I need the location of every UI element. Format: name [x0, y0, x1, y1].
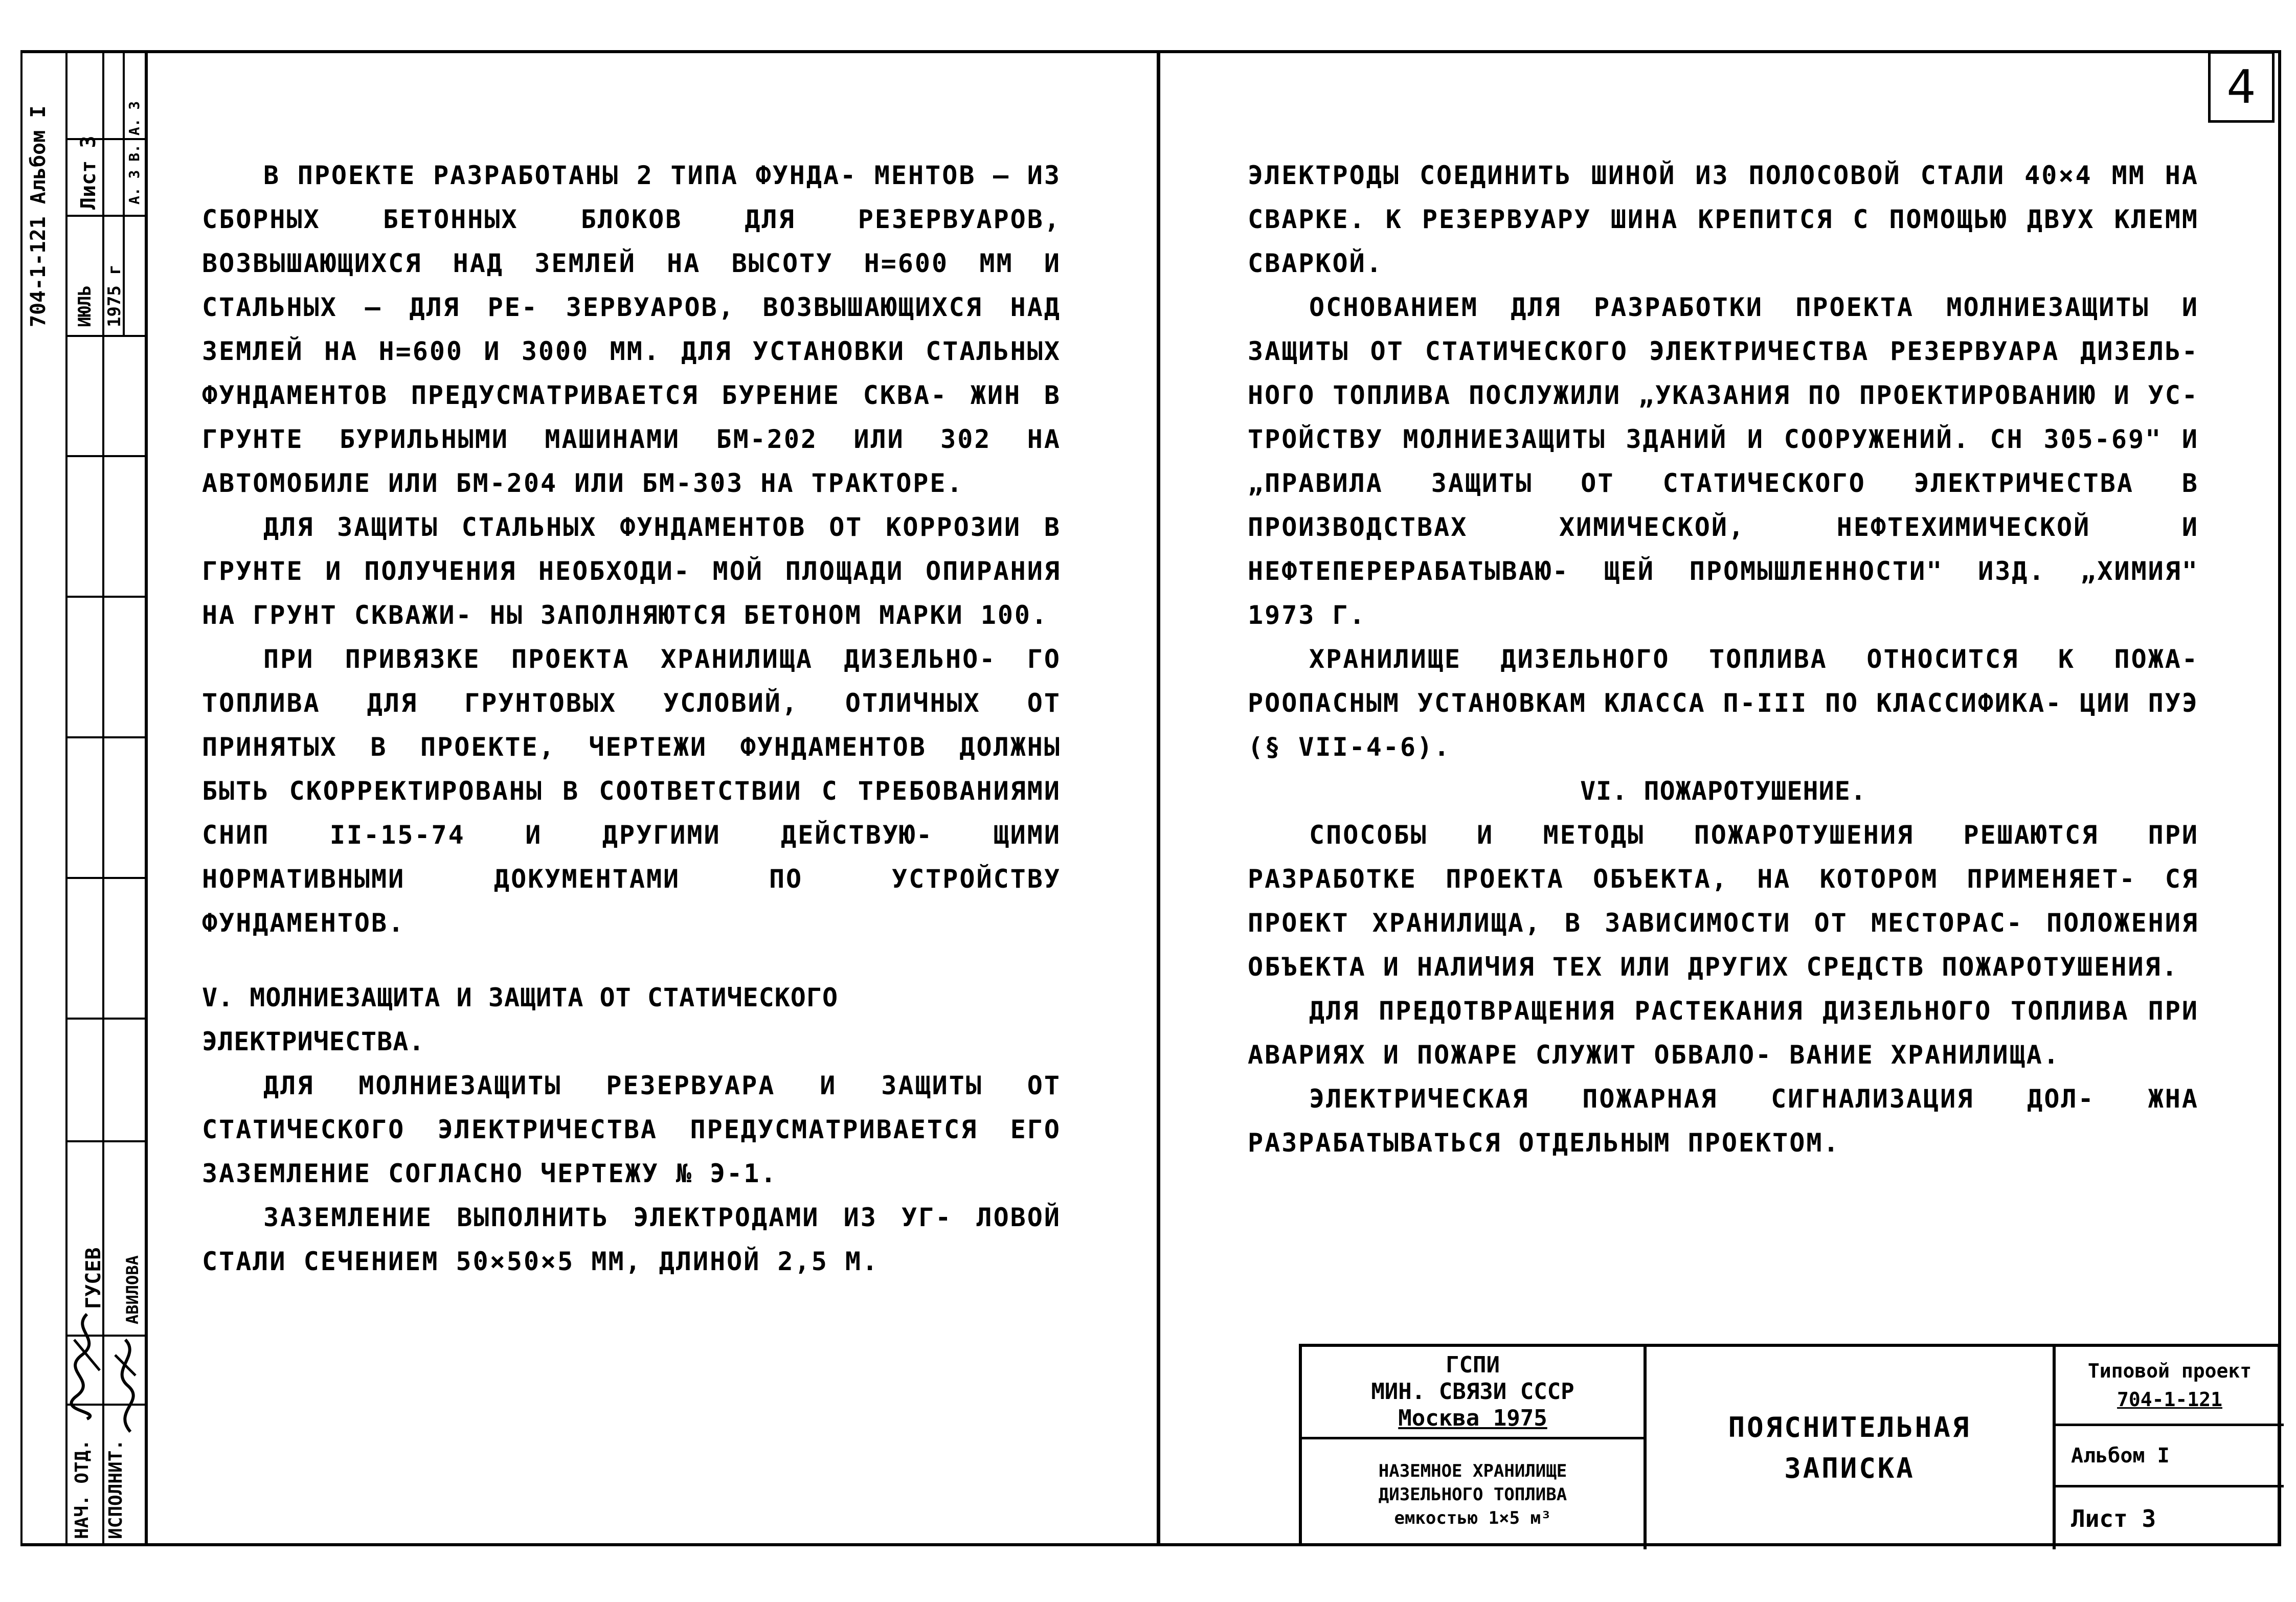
object-line: емкостью 1×5 м³ — [1394, 1507, 1551, 1528]
document-title-cell — [1647, 1347, 2053, 1549]
strip-role-head: НАЧ. ОТД. — [72, 1439, 93, 1539]
left-column — [202, 153, 1061, 1283]
right-paragraph: ЭЛЕКТРОДЫ СОЕДИНИТЬ ШИНОЙ ИЗ ПОЛОСОВОЙ СТАЛИ 40×4 ММ НА СВАРКЕ. К РЕЗЕРВУАРУ ШИНА КРЕПИТСЯ С ПОМОЩЬЮ ДВУХ КЛЕММ СВАРКОЙ. — [1248, 161, 2199, 278]
strip-row-line — [65, 1140, 147, 1142]
center-fold-line — [1157, 50, 1160, 1546]
signature-head — [66, 1309, 107, 1422]
right-column — [1248, 153, 2199, 1165]
object-line: ДИЗЕЛЬНОГО ТОПЛИВА — [1378, 1484, 1567, 1505]
project-type-label: Типовой проект — [2087, 1360, 2252, 1382]
strip-surname-gusev: ГУСЕВ — [82, 1247, 105, 1309]
left-paragraph: ДЛЯ ЗАЩИТЫ СТАЛЬНЫХ ФУНДАМЕНТОВ ОТ КОРРОЗИИ В ГРУНТЕ И ПОЛУЧЕНИЯ НЕОБХОДИ- МОЙ ПЛОЩАДИ ОПИРАНИЯ НА ГРУНТ СКВАЖИ- НЫ ЗАПОЛНЯЮТСЯ БЕТОНОМ МАРКИ 100. — [202, 512, 1061, 630]
strip-row-line — [65, 877, 147, 879]
right-paragraph: ОСНОВАНИЕМ ДЛЯ РАЗРАБОТКИ ПРОЕКТА МОЛНИЕЗАЩИТЫ И ЗАЩИТЫ ОТ СТАТИЧЕСКОГО ЭЛЕКТРИЧЕСТВА РЕЗЕРВУАРА ДИЗЕЛЬ- НОГО ТОПЛИВА ПОСЛУЖИЛИ „УКАЗАНИЯ ПО ПРОЕКТИРОВАНИЮ И УС- ТРОЙСТВУ МОЛНИЕЗАЩИТЫ ЗДАНИЙ И СООРУЖЕНИЙ. СН 305-69" И „ПРАВИЛА ЗАЩИТЫ ОТ СТАТИЧЕСКОГО ЭЛЕКТРИЧЕСТВА В ПРОИЗВОДСТВАХ ХИМИЧЕСКОЙ, НЕФТЕХИМИЧЕСКОЙ И НЕФТЕПЕРЕРАБАТЫВАЮ- ЩЕЙ ПРОМЫШЛЕННОСТИ" ИЗД. „ХИМИЯ" 1973 Г. — [1248, 292, 2199, 630]
strip-outer-line — [20, 50, 22, 1546]
title-block — [1299, 1344, 2281, 1546]
section-6-paragraph: ДЛЯ ПРЕДОТВРАЩЕНИЯ РАСТЕКАНИЯ ДИЗЕЛЬНОГО ТОПЛИВА ПРИ АВАРИЯХ И ПОЖАРЕ СЛУЖИТ ОБВАЛО- ВАНИЕ ХРАНИЛИЩА. — [1248, 996, 2199, 1070]
section-5-paragraph: ЗАЗЕМЛЕНИЕ ВЫПОЛНИТЬ ЭЛЕКТРОДАМИ ИЗ УГ- ЛОВОЙ СТАЛИ СЕЧЕНИЕМ 50×50×5 ММ, ДЛИНОЙ 2,5 М. — [202, 1203, 1061, 1276]
section-6-heading: VI. ПОЖАРОТУШЕНИЕ. — [1580, 776, 1866, 806]
strip-sheet: Лист 3 — [77, 136, 100, 210]
strip-border-line — [145, 50, 148, 1546]
strip-row-line — [65, 1018, 147, 1020]
frame-top-line — [20, 50, 2281, 53]
project-number-cell — [2056, 1347, 2284, 1424]
project-number: 704-1-121 — [2117, 1388, 2222, 1411]
section-6-paragraph: ЭЛЕКТРИЧЕСКАЯ ПОЖАРНАЯ СИГНАЛИЗАЦИЯ ДОЛ- ЖНА РАЗРАБАТЫВАТЬСЯ ОТДЕЛЬНЫМ ПРОЕКТОМ. — [1248, 1084, 2199, 1158]
section-5-paragraph: ДЛЯ МОЛНИЕЗАЩИТЫ РЕЗЕРВУАРА И ЗАЩИТЫ ОТ СТАТИЧЕСКОГО ЭЛЕКТРИЧЕСТВА ПРЕДУСМАТРИВАЕТСЯ ЕГО ЗАЗЕМЛЕНИЕ СОГЛАСНО ЧЕРТЕЖУ № Э-1. — [202, 1071, 1061, 1188]
strip-year: 1975 г — [104, 264, 125, 327]
page-number-box — [2208, 51, 2275, 123]
object-cell — [1302, 1439, 1644, 1549]
signature-executor — [105, 1335, 146, 1437]
strip-role-executor: ИСПОЛНИТ. — [105, 1439, 126, 1539]
left-paragraph: В ПРОЕКТЕ РАЗРАБОТАНЫ 2 ТИПА ФУНДА- МЕНТОВ — ИЗ СБОРНЫХ БЕТОННЫХ БЛОКОВ ДЛЯ РЕЗЕРВУАРОВ, ВОЗВЫШАЮЩИХСЯ НАД ЗЕМЛЕЙ НА ВЫСОТУ H=600 ММ И СТАЛЬНЫХ — ДЛЯ РЕ- ЗЕРВУАРОВ, ВОЗВЫШАЮЩИХСЯ НАД ЗЕМЛЕЙ НА H=600 И 3000 ММ. ДЛЯ УСТАНОВКИ СТАЛЬНЫХ ФУНДАМЕНТОВ ПРЕДУСМАТРИВАЕТСЯ БУРЕНИЕ СКВА- ЖИН В ГРУНТЕ БУРИЛЬНЫМИ МАШИНАМИ БМ-202 ИЛИ 302 НА АВТОМОБИЛЕ ИЛИ БМ-204 ИЛИ БМ-303 НА ТРАКТОРЕ. — [202, 161, 1061, 498]
sheet-label: Лист 3 — [2071, 1504, 2156, 1532]
strip-row-line — [65, 335, 147, 337]
org-city-year: Москва 1975 — [1398, 1405, 1547, 1431]
album-label: Альбом I — [2071, 1443, 2170, 1468]
strip-codes: А. 3 В. А. 3 — [126, 101, 143, 205]
strip-row-line — [65, 596, 147, 598]
strip-row-line — [65, 215, 147, 217]
strip-row-line — [65, 455, 147, 457]
frame-right-line — [2278, 50, 2281, 1546]
album-cell — [2056, 1426, 2284, 1485]
org-ministry: МИН. СВЯЗИ СССР — [1371, 1379, 1574, 1405]
right-paragraph: ХРАНИЛИЩЕ ДИЗЕЛЬНОГО ТОПЛИВА ОТНОСИТСЯ К ПОЖА- РООПАСНЫМ УСТАНОВКАМ КЛАССА П-III ПО КЛАССИФИКА- ЦИИ ПУЭ (§ VII-4-6). — [1248, 644, 2199, 762]
section-5-heading: V. МОЛНИЕЗАЩИТА И ЗАЩИТА ОТ СТАТИЧЕСКОГО ЭЛЕКТРИЧЕСТВА. — [202, 983, 839, 1056]
object-line: НАЗЕМНОЕ ХРАНИЛИЩЕ — [1378, 1460, 1567, 1481]
sheet-cell — [2056, 1487, 2284, 1549]
document-title: ПОЯСНИТЕЛЬНАЯ — [1728, 1411, 1971, 1443]
strip-month: ИЮЛЬ — [75, 285, 95, 327]
strip-album-code: 704-1-121 Альбом I — [27, 105, 50, 327]
document-title: ЗАПИСКА — [1784, 1452, 1915, 1484]
page-number: 4 — [2226, 60, 2256, 114]
organization-cell — [1302, 1347, 1644, 1437]
org-name: ГСПИ — [1446, 1352, 1500, 1378]
section-6-paragraph: СПОСОБЫ И МЕТОДЫ ПОЖАРОТУШЕНИЯ РЕШАЮТСЯ ПРИ РАЗРАБОТКЕ ПРОЕКТА ОБЪЕКТА, НА КОТОРОМ ПРИМЕНЯЕТ- СЯ ПРОЕКТ ХРАНИЛИЩА, В ЗАВИСИМОСТИ ОТ МЕСТОРАС- ПОЛОЖЕНИЯ ОБЪЕКТА И НАЛИЧИЯ ТЕХ ИЛИ ДРУГИХ СРЕДСТВ ПОЖАРОТУШЕНИЯ. — [1248, 820, 2199, 982]
left-paragraph: ПРИ ПРИВЯЗКЕ ПРОЕКТА ХРАНИЛИЩА ДИЗЕЛЬНО- ГО ТОПЛИВА ДЛЯ ГРУНТОВЫХ УСЛОВИЙ, ОТЛИЧНЫХ ОТ ПРИНЯТЫХ В ПРОЕКТЕ, ЧЕРТЕЖИ ФУНДАМЕНТОВ ДОЛЖНЫ БЫТЬ СКОРРЕКТИРОВАНЫ В СООТВЕТСТВИИ С ТРЕБОВАНИЯМИ СНИП II-15-74 И ДРУГИМИ ДЕЙСТВУЮ- ЩИМИ НОРМАТИВНЫМИ ДОКУМЕНТАМИ ПО УСТРОЙСТВУ ФУНДАМЕНТОВ. — [202, 644, 1061, 938]
strip-surname-avilova: АВИЛОВА — [123, 1255, 142, 1324]
strip-row-line — [65, 736, 147, 738]
